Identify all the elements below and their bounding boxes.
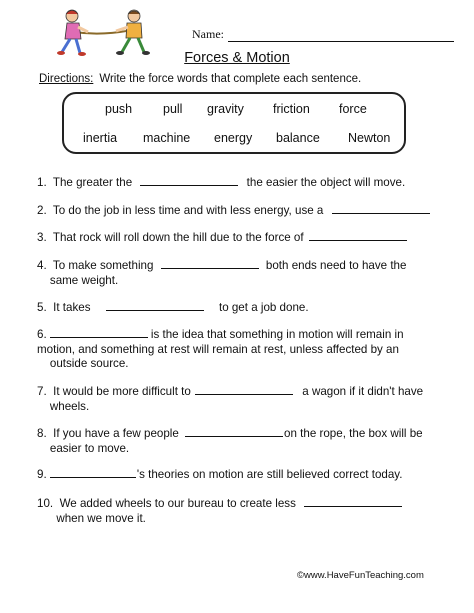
answer-blank[interactable] [304,496,402,507]
question-5: 5. It takes to get a job done. [37,301,309,314]
question-10: 10. We added wheels to our bureau to create less when we move it. [37,496,441,526]
answer-blank[interactable] [161,258,259,269]
answer-blank[interactable] [140,175,238,186]
word-bank [62,92,406,154]
word-bank-item: push [105,102,133,116]
answer-blank[interactable] [50,327,148,338]
question-2: 2. To do the job in less time and with less energy, use a [37,203,441,219]
word-bank-item: Newton [348,131,391,145]
answer-blank[interactable] [332,203,430,214]
question-8: 8. If you have a few people on the rope, the box will be easier to move. [37,427,423,455]
word-bank-item: balance [276,131,320,145]
word-bank-item: gravity [207,102,244,116]
word-bank-item: energy [214,131,253,145]
name-label: Name: [192,27,224,41]
page-title: Forces & Motion [184,50,290,66]
copyright-footer: ©www.HaveFunTeaching.com [297,570,424,581]
question-3: 3. That rock will roll down the hill due to the force of [37,230,441,246]
answer-blank[interactable] [106,300,204,311]
question-6: 6. is the idea that something in motion will remain in motion, and something at rest will remain at rest, unless affected by an outside source. [37,328,404,370]
directions-text: Write the force words that complete each sentence. [99,73,362,85]
word-bank-item: pull [163,102,183,116]
question-7: 7. It would be more difficult to a wagon if it didn't have wheels. [37,385,424,413]
word-bank-item: friction [273,102,310,116]
directions [39,73,361,85]
question-9: 9. 's theories on motion are still believed correct today. [37,468,403,481]
word-bank-item: force [339,102,367,116]
answer-blank[interactable] [50,467,136,478]
word-bank-item: inertia [83,131,118,145]
question-1: 1. The greater the the easier the object will move. [37,176,406,189]
question-4: 4. To make something both ends need to have the same weight. [37,259,407,287]
name-row [192,27,454,42]
answer-blank[interactable] [309,230,407,241]
name-field[interactable] [228,29,454,42]
answer-blank[interactable] [195,384,293,395]
word-bank-item: machine [143,131,191,145]
directions-label: Directions: [39,73,94,85]
answer-blank[interactable] [185,426,283,437]
